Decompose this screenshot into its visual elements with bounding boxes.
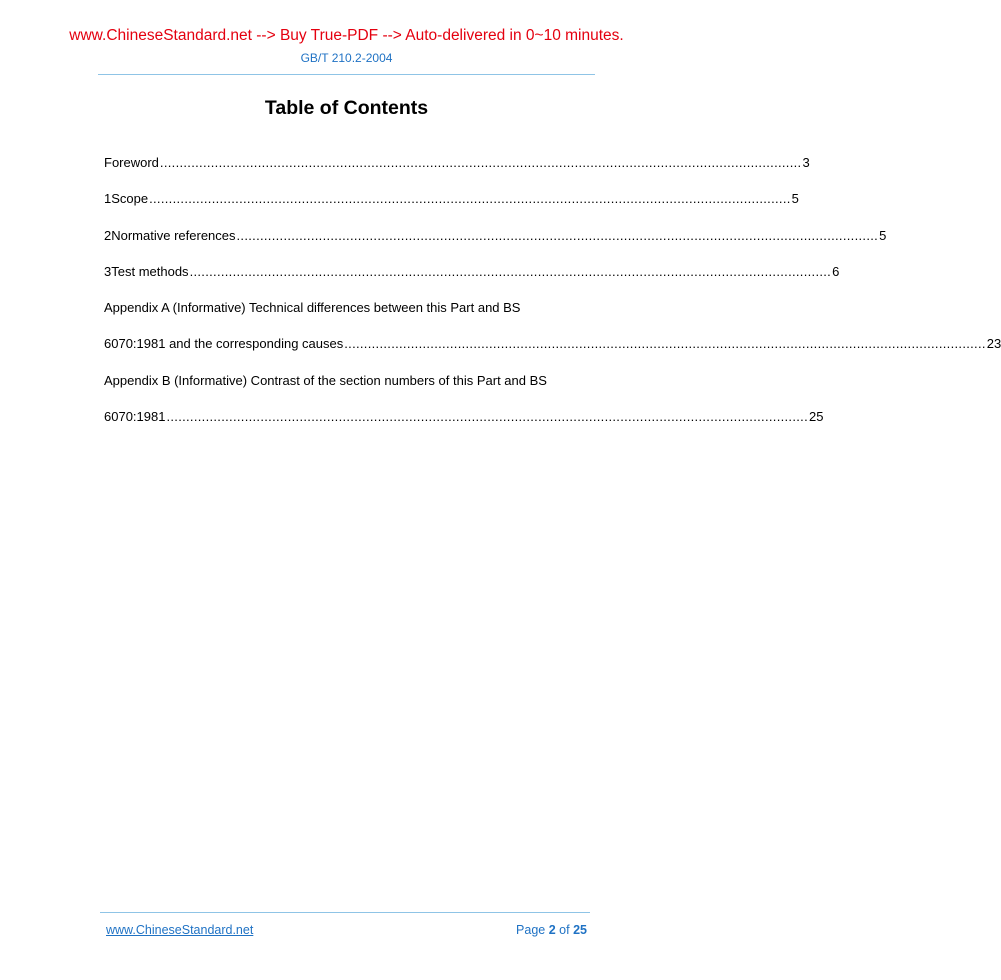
- toc-entry-number: 1: [104, 191, 112, 206]
- promo-banner[interactable]: www.ChineseStandard.net --> Buy True-PDF --> Auto-delivered in 0~10 minutes.: [69, 27, 624, 44]
- footer-website-link[interactable]: www.ChineseStandard.net: [106, 923, 254, 937]
- toc-entry-page: 3: [802, 155, 810, 170]
- toc-leader: ....................................................................................................................................................................: [344, 336, 986, 351]
- page-prefix: Page: [516, 923, 546, 937]
- toc-entry-appendix-b-line1[interactable]: Appendix B (Informative) Contrast of the section numbers of this Part and BS: [104, 373, 547, 388]
- toc-entry-label: Test methods: [111, 264, 189, 279]
- toc-entry-appendix-a[interactable]: [104, 335, 1001, 353]
- toc-entry-label: Normative references: [111, 228, 236, 243]
- toc-entry-normative-references[interactable]: [104, 227, 887, 245]
- page-of: of: [559, 923, 570, 937]
- toc-entry-appendix-b[interactable]: [104, 408, 824, 426]
- header-divider: [98, 74, 595, 75]
- toc-entry-page: 23: [986, 336, 1001, 351]
- toc-entry-test-methods[interactable]: [104, 263, 840, 281]
- toc-entry-label: 6070:1981 and the corresponding causes: [104, 336, 344, 351]
- page-indicator: [516, 922, 587, 938]
- toc-title: Table of Contents: [264, 97, 429, 119]
- toc-entry-page: 6: [832, 264, 840, 279]
- toc-entry-scope[interactable]: [104, 190, 799, 208]
- toc-leader: ....................................................................................................................................................................: [236, 228, 879, 243]
- toc-entry-foreword[interactable]: [104, 154, 810, 172]
- toc-entry-number: 2: [104, 228, 112, 243]
- toc-leader: ....................................................................................................................................................................: [189, 264, 832, 279]
- footer-divider: [100, 912, 590, 913]
- toc-entry-label: 6070:1981: [104, 409, 166, 424]
- toc-entry-label: Foreword: [104, 155, 159, 170]
- toc-entry-label: Scope: [111, 191, 149, 206]
- page-current: 2: [548, 923, 556, 937]
- toc-entry-page: 5: [791, 191, 799, 206]
- toc-entry-number: 3: [104, 264, 112, 279]
- toc-entry-appendix-a-line1[interactable]: Appendix A (Informative) Technical differences between this Part and BS: [104, 300, 521, 315]
- toc-entry-page: 5: [879, 228, 887, 243]
- toc-leader: ....................................................................................................................................................................: [166, 409, 808, 424]
- toc-leader: ....................................................................................................................................................................: [149, 191, 791, 206]
- standard-code: GB/T 210.2-2004: [300, 51, 393, 65]
- toc-leader: ....................................................................................................................................................................: [159, 155, 802, 170]
- toc-entry-page: 25: [809, 409, 824, 424]
- page-total: 25: [573, 923, 587, 937]
